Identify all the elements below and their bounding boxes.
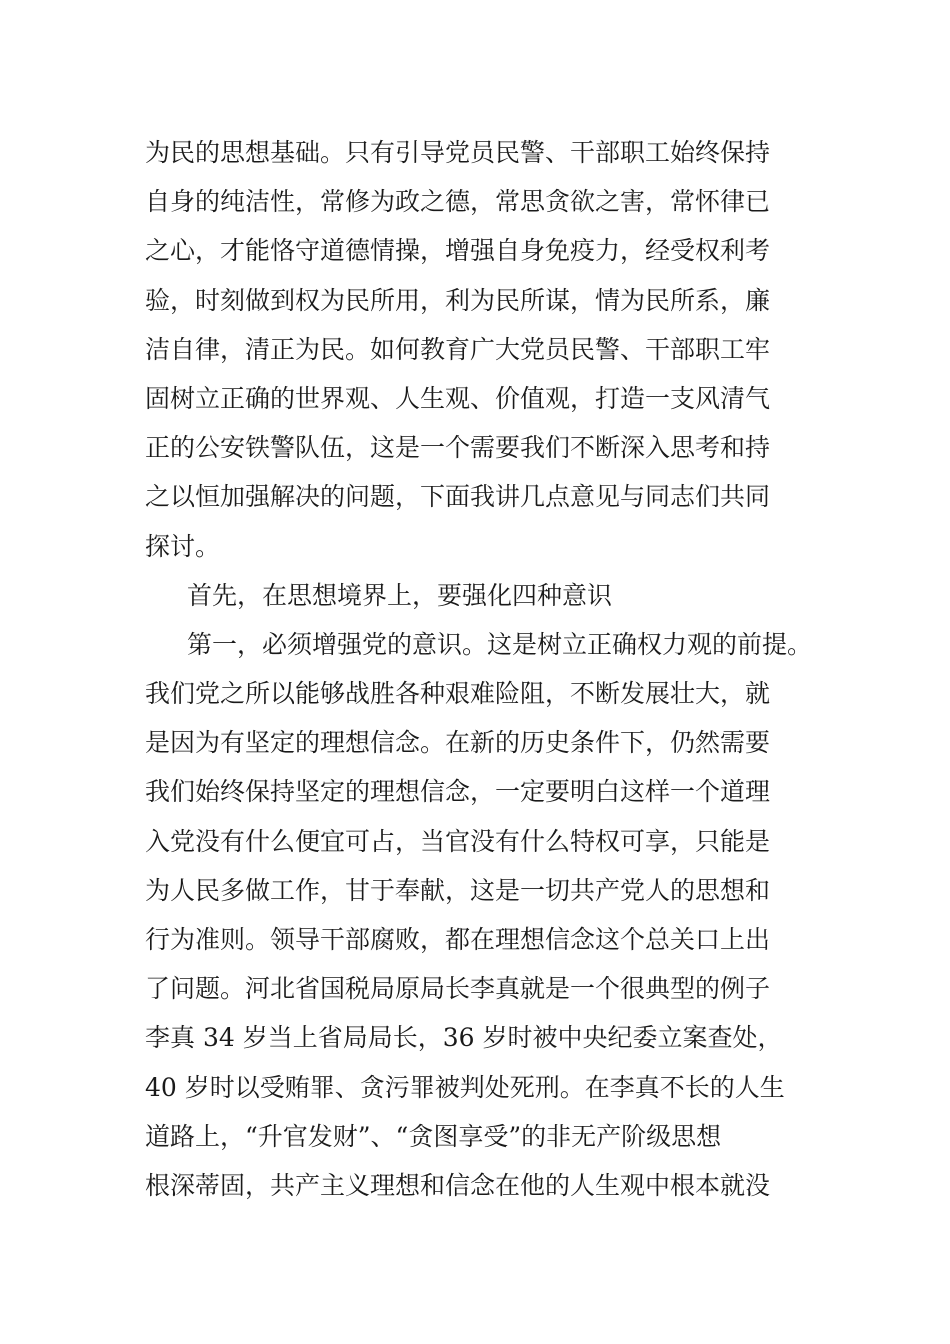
document-body bbox=[145, 128, 845, 1210]
body-line-20: 40 岁时以受贿罪、贪污罪被判处死刑。在李真不长的人生 bbox=[145, 1072, 785, 1102]
paragraph-first-line: 第一，必须增强党的意识。这是树立正确权力观的前提。 bbox=[187, 629, 813, 659]
body-line-19: 李真 34 岁当上省局局长，36 岁时被中央纪委立案查处， bbox=[145, 1023, 783, 1053]
section-heading: 首先，在思想境界上，要强化四种意识 bbox=[187, 580, 613, 610]
body-line-17: 行为准则。领导干部腐败，都在理想信念这个总关口上出 bbox=[145, 925, 771, 954]
body-line-14: 我们始终保持坚定的理想信念，一定要明白这样一个道理 bbox=[145, 777, 771, 807]
body-line-16: 为人民多做工作，甘于奉献，这是一切共产党人的思想和 bbox=[145, 875, 771, 905]
body-line-22: 根深蒂固，共产主义理想和信念在他的人生观中根本就没 bbox=[145, 1170, 771, 1200]
body-line-13: 是因为有坚定的理想信念。在新的历史条件下，仍然需要 bbox=[145, 728, 771, 758]
body-line-8: 之以恒加强解决的问题，下面我讲几点意见与同志们共同 bbox=[145, 482, 771, 512]
body-line-12: 我们党之所以能够战胜各种艰难险阻，不断发展壮大，就 bbox=[145, 679, 771, 709]
body-line-4: 验，时刻做到权为民所用，利为民所谋，情为民所系，廉 bbox=[145, 285, 771, 315]
body-line-7: 正的公安铁警队伍，这是一个需要我们不断深入思考和持 bbox=[145, 433, 771, 463]
body-line-21: 道路上，“升官发财”、“贪图享受”的非无产阶级思想 bbox=[145, 1121, 722, 1151]
body-line-9: 探讨。 bbox=[145, 531, 221, 561]
body-line-5: 洁自律，清正为民。如何教育广大党员民警、干部职工牢 bbox=[145, 334, 771, 364]
body-line-15: 入党没有什么便宜可占，当官没有什么特权可享，只能是 bbox=[145, 826, 771, 856]
body-line-18: 了问题。河北省国税局原局长李真就是一个很典型的例子 bbox=[145, 974, 771, 1004]
body-line-2: 自身的纯洁性，常修为政之德，常思贪欲之害，常怀律已 bbox=[145, 187, 771, 217]
body-line-6: 固树立正确的世界观、人生观、价值观，打造一支风清气 bbox=[145, 383, 771, 413]
body-line-3: 之心，才能恪守道德情操，增强自身免疫力，经受权利考 bbox=[145, 236, 771, 266]
body-line-1: 为民的思想基础。只有引导党员民警、干部职工始终保持 bbox=[145, 138, 771, 167]
